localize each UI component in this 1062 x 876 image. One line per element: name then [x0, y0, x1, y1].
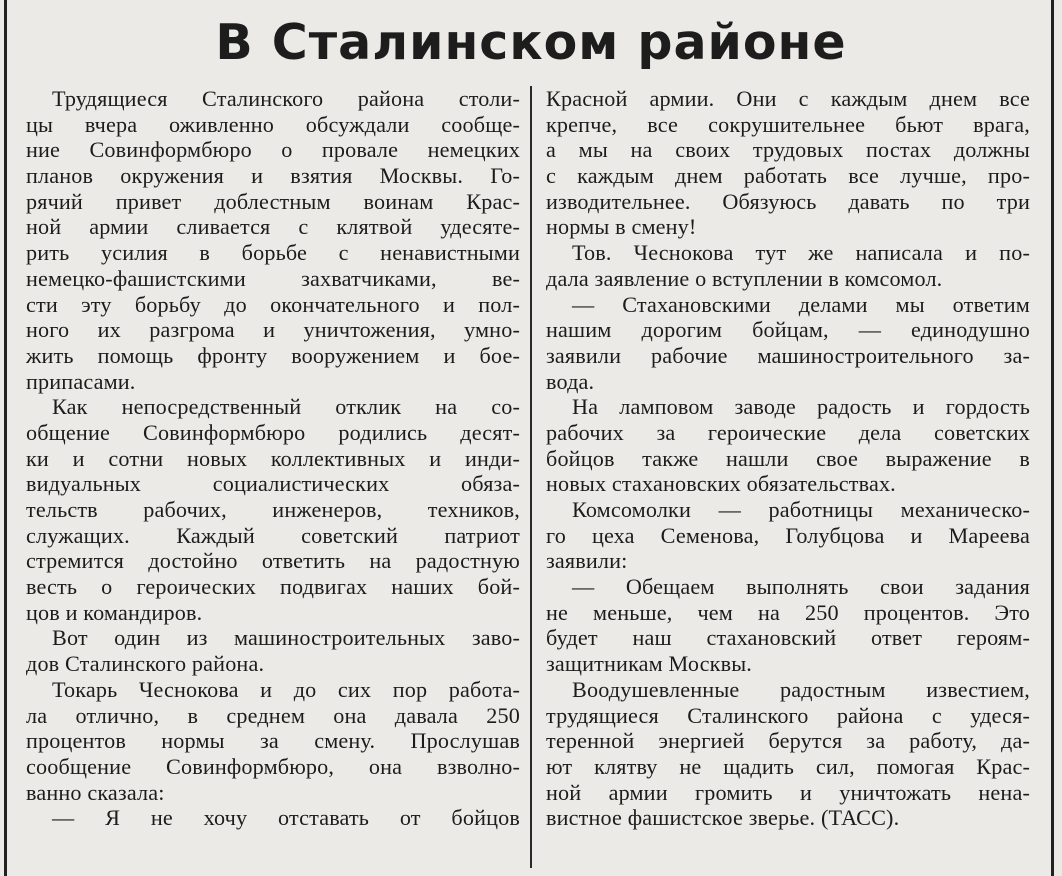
- column-divider: [530, 86, 532, 868]
- text-line: ной армии сливается с клятвой удесяте-: [26, 214, 520, 240]
- right-column: [546, 86, 1030, 831]
- text-line: — Стахановскими делами мы ответим: [572, 291, 1030, 317]
- text-line: планов окружения и взятия Москвы. Го-: [26, 163, 520, 189]
- right-border-rule: [1051, 0, 1054, 876]
- text-line: Комсомолки — работницы механическо-: [572, 497, 1030, 522]
- text-line: цы вчера оживленно обсуждали сообще-: [26, 111, 520, 137]
- text-line: — Обещаем выполнять свои задания: [572, 574, 1030, 600]
- text-line: рабочих за героические дела советских: [546, 419, 1030, 445]
- text-line: Токарь Чеснокова и до сих пор работа-: [52, 676, 520, 702]
- text-line: немецко-фашистскими захватчиками, ве-: [26, 265, 520, 291]
- text-line: тельств рабочих, инженеров, техников,: [26, 497, 520, 522]
- headline: В Сталинском районе: [215, 14, 847, 71]
- text-line: крепче, все сокрушительнее бьют врага,: [546, 111, 1030, 137]
- text-line: жить помощь фронту вооружением и бое-: [26, 342, 520, 368]
- text-line: заявили:: [546, 548, 628, 574]
- text-line: нашим дорогим бойцам, — единодушно: [546, 317, 1030, 343]
- text-line: новых стахановских обязательствах.: [546, 471, 896, 497]
- text-line: Тов. Чеснокова тут же написала и по-: [572, 240, 1030, 266]
- text-line: трудящиеся Сталинского района с удеся-: [546, 702, 1030, 728]
- text-line: ванно сказала:: [26, 779, 165, 805]
- text-line: вода.: [546, 368, 595, 394]
- text-line: будет наш стахановский ответ героям-: [546, 625, 1030, 651]
- text-line: ют клятву не щадить сил, помогая Крас-: [546, 753, 1030, 779]
- text-line: ла отлично, в среднем она давала 250: [26, 702, 520, 728]
- text-line: весть о героических подвигах наших бой-: [26, 574, 520, 600]
- text-line: — Я не хочу отставать от бойцов: [52, 805, 520, 831]
- text-line: заявили рабочие машиностроительного за-: [546, 342, 1030, 368]
- text-line: а мы на своих трудовых постах должны: [546, 137, 1030, 163]
- text-line: сти эту борьбу до окончательного и пол-: [26, 291, 520, 317]
- text-line: Как непосредственный отклик на со-: [52, 394, 520, 420]
- text-line: не меньше, чем на 250 процентов. Это: [546, 599, 1030, 625]
- text-line: го цеха Семенова, Голубцова и Мареева: [546, 522, 1030, 548]
- text-line: служащих. Каждый советский патриот: [26, 522, 520, 548]
- text-line: ного их разгрома и уничтожения, умно-: [26, 317, 520, 343]
- left-column: [26, 86, 520, 831]
- text-line: дала заявление о вступлении в комсомол.: [546, 265, 943, 291]
- text-line: с каждым днем работать все лучше, про-: [546, 163, 1030, 189]
- text-line: Воодушевленные радостным известием,: [572, 676, 1030, 702]
- text-line: защитникам Москвы.: [546, 651, 752, 677]
- text-line: Трудящиеся Сталинского района столи-: [52, 86, 520, 111]
- text-line: дов Сталинского района.: [26, 651, 265, 677]
- text-line: бойцов также нашли свое выражение в: [546, 445, 1030, 471]
- text-line: На ламповом заводе радость и гордость: [572, 394, 1030, 420]
- text-line: ние Совинформбюро о провале немецких: [26, 137, 520, 163]
- left-border-rule: [4, 0, 7, 876]
- text-line: припасами.: [26, 368, 136, 394]
- text-line: Вот один из машиностроительных заво-: [52, 625, 520, 651]
- text-line: ной армии громить и уничтожать нена-: [546, 779, 1030, 805]
- text-line: рить усилия в борьбе с ненавистными: [26, 240, 520, 266]
- text-line: видуальных социалистических обяза-: [26, 471, 520, 497]
- text-line: изводительнее. Обязуюсь давать по три: [546, 188, 1030, 214]
- text-line: общение Совинформбюро родились десят-: [26, 419, 520, 445]
- text-line: вистное фашистское зверье. (ТАСС).: [546, 805, 900, 831]
- text-line: сообщение Совинформбюро, она взволно-: [26, 753, 520, 779]
- text-line: нормы в смену!: [546, 214, 697, 240]
- text-line: стремится достойно ответить на радостную: [26, 548, 520, 574]
- text-line: процентов нормы за смену. Прослушав: [26, 728, 520, 754]
- text-line: теренной энергией берутся за работу, да-: [546, 728, 1030, 754]
- text-line: ки и сотни новых коллективных и инди-: [26, 445, 520, 471]
- text-line: цов и командиров.: [26, 599, 203, 625]
- text-line: рячий привет доблестным воинам Крас-: [26, 188, 520, 214]
- text-line: Красной армии. Они с каждым днем все: [546, 86, 1030, 111]
